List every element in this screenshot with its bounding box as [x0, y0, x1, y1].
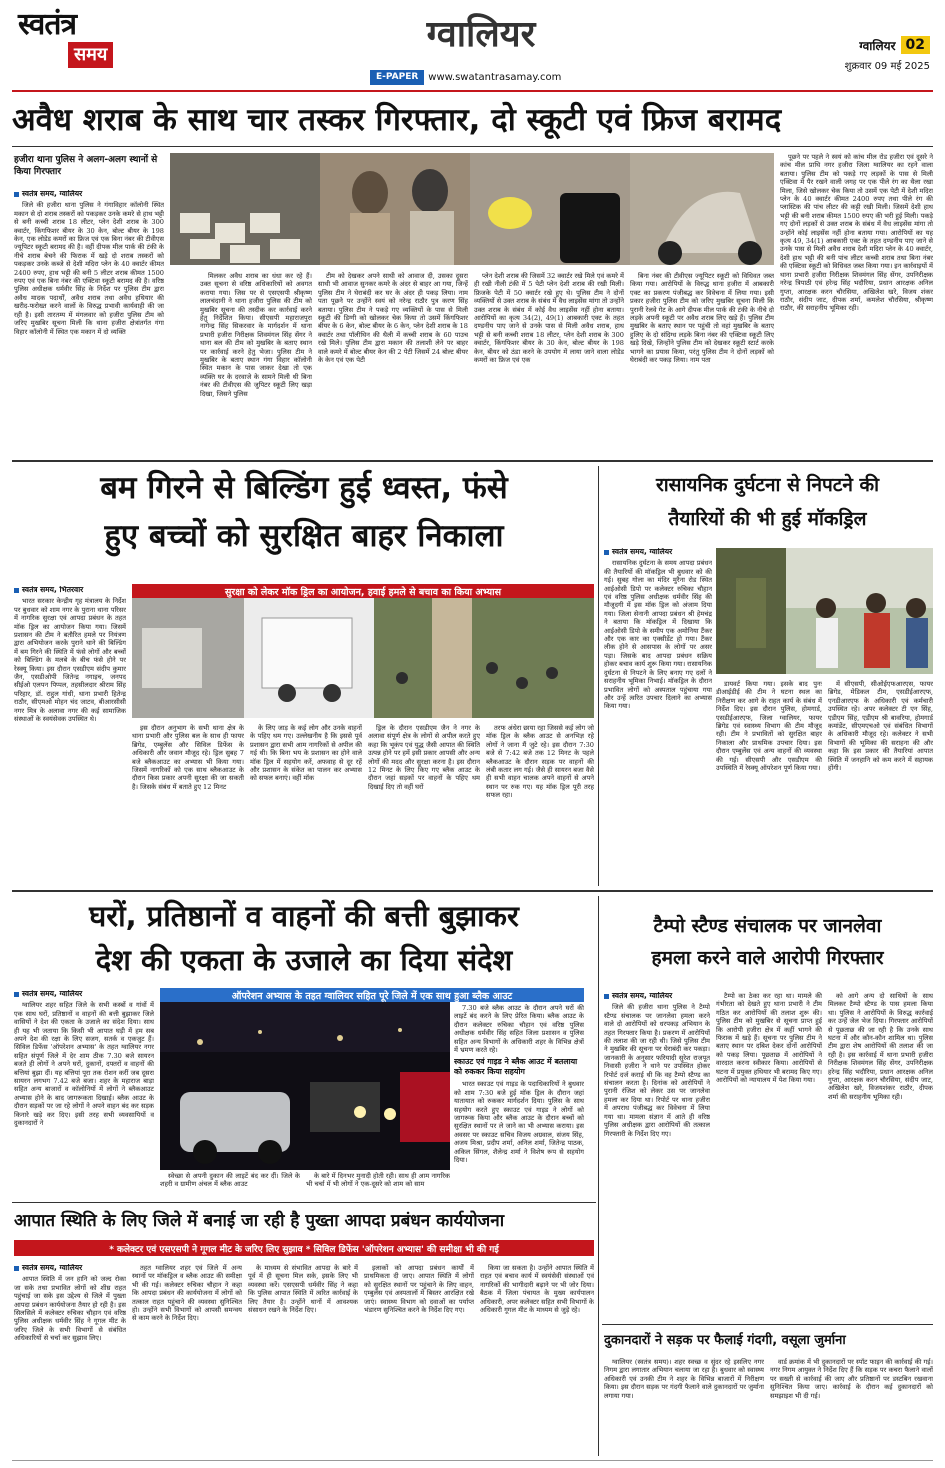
- story4-col1: [14, 990, 154, 1198]
- story2-col3: के लिए जाड़ के कई लोग और उनके वाहनों के पहिए थम गए। उल्लेखनीय है कि इससे पूर्व प्रशासन द्वारा सभी आम नागरिकों से अपील की गई थी। कि बिना भय के प्रशासन का होने वाले मॉक ड्रिल में सहयोग करें, अफवाह से दूर रहें और प्रशासन के संकेत का पालन कर अभ्यास को सफल बनाएं। वहीं मॉक: [250, 724, 362, 783]
- story1-text1: जिले की हजीरा थाना पुलिस ने गंगाविहार कॉलोनी स्थित मकान से दो शराब तस्करों को पकड़कर उनके कमरे से हाथ भट्टी से बनी कच्ची शराब 18 लीटर, प्लेन देशी शराब के 300 क्वार्टर, किंगफिशर बीयर के 30 केन, बोल्ट बीयर के 198 केन, एक लोडेड कमरों का फ्रिज एवं एक बिना नंबर की टीवीएस ज्यूपिटर स्कूटी बरामद की है। वहीं दीपक मील पार्क की टंकी के नीचे शराब बेचने की फिराक में खड़े दो शराब तस्करों को पकड़कर उनके कब्जे से देशी मदिरा प्लेन के 40 क्वार्टर कीमत 2400 रुपए, हाथ भट्टी की बनी 5 लीटर शराब कीमत 1500 रुपए एवं एक बिना नंबर की एक्टिवा स्कूटी बरामद की है। वरिष्ठ पुलिस अधीक्षक धर्मवीर सिंह के निर्देश पर पुलिस टीम द्वारा अवैध मादक पदार्थों, अवैध शराब तथा अवैध हथियार की खरीद-फरोख्त करने वालों के विरुद्ध प्रभावी कार्यवाही की जा रही है। इसी तारतम्य में मंगलवार को हजीरा पुलिस टीम को जरिए मुखबिर सूचना मिली कि थाना हजीरा क्षेत्रांतर्गत गंगा विहार कॉलोनी में स्थित एक मकान में दो व्यक्ति: [14, 201, 164, 336]
- story6-col2: तहत ग्वालियर शहर एवं जिले में अन्य स्थानों पर मॉकड्रिल व ब्लैक आउट की समीक्षा भी की गई। कलेक्टर रुचिका चौहान ने कहा कि आपदा प्रबंधन की कार्ययोजना में लोगों को तत्काल राहत पहुंचाने की व्यवस्था सुनिश्चित हो। उन्होंने सभी विभागों को आपसी समन्वय से काम करने के निर्देश दिए।: [132, 1264, 242, 1323]
- story1-col3: टीम को देखकर अपने साथी को आवाज दी, उसका दूसरा साथी भी आवाज सुनकर कमरे के अंदर से बाहर आ गया, जिन्हें पुलिस टीम ने घेराबंदी कर घर के अंदर ही पकड़ लिया। नाम पता पूछने पर उन्होंने स्वयं को नरेन्द्र राठौर पुत्र करण सिंह बताया। पुलिस टीम ने पकड़े गए व्यक्तियों के पास से मिली स्कूटी की डिग्गी को खोलकर चेक किया तो उसमें किंगफिशर बीयर के 6 केन, बोल्ट बीयर के 6 केन, प्लेन देशी शराब के 18 क्वार्टर तथा पॉलीथिन की थैली में कच्ची शराब के 60 पाउच रखे मिले। पुलिस टीम द्वारा मकान की तलाशी लेने पर बाहर वाले कमरे में बोल्ट बीयर केन की 2 पेटी जिसमें 24 बोल्ट बीयर के केन एवं एक पेटी: [318, 272, 468, 365]
- story3-text1: रासायनिक दुर्घटना के समय आपदा प्रबंधन की तैयारियों की मॉकड्रिल भी बुधवार को की गई। सुबह गोला का मंदिर मुरैना रोड स्थित आईओसी डिपो पर कलेक्टर रुचिका चौहान एवं वरिष्ठ पुलिस अधीक्षक धर्मवीर सिंह की मौजूदगी में इस मॉक ड्रिल को अंजाम दिया गया। जिला सेनानी आपदा प्रबंधन श्री हेमचंद्र ने बताया कि मॉकड्रिल में दिखाया कि आईओसी डिपो के समीप एक अमोनिया टैंकर और एक कार का एक्सीडेंट हो गया। टैंकर लीक होने से आसपास के लोगों पर असर पड़ा। जिसके बाद आपदा प्रबंधन सक्रिय होकर बचाव कार्य शुरू किया गया। रासायनिक दुर्घटना से निपटने के लिए बनाए गए दलों ने सराहनीय भूमिका निभाई। मॉकड्रिल के दौरान प्रभावित लोगों को अस्पताल पहुंचाया गया और उन्हें त्वरित उपचार दिलाने का अभ्यास किया गया।: [604, 559, 712, 711]
- story1-photo: [170, 153, 774, 265]
- story2-col4: ड्रिल के दौरान एसडीएम जैन ने नगर के अलावा संपूर्ण क्षेत्र के लोगों से अपील करते हुए कहा कि भूकंप एवं युद्ध जैसी आपात की स्थिति उत्पन्न होने पर हमें इसी प्रकार आपसी और अन्य लोगों की मदद और सुरक्षा करना है। इस दौरान 12 मिनट के लिए किए गए ब्लैक आउट के दौरान जहां सड़कों पर वाहनों के पहिए थम दिखाई दिए तो वहीं घरों: [368, 724, 480, 791]
- story4-byline: स्वतंत्र समय, ग्वालियर: [14, 990, 154, 998]
- story3-byline: स्वतंत्र समय, ग्वालियर: [604, 548, 712, 556]
- story1-col4: प्लेन देशी शराब की जिसमें 32 क्वार्टर रखे मिले एवं कमरे में ही रखी नीली टंकी में 5 पेटी प्लेन देशी शराब की रखी मिली। फ्रिजके पेटी में 50 क्वार्टर रखे हुए थे। पुलिस टीम ने दोनों व्यक्तियों से उक्त शराब के संबंध में वैध लाइसेंस मांगा तो उन्होंने उक्त शराब के संबंध में कोई वैध लाइसेंस नहीं होना बताया। आरोपियों का कृत्य 34(2), 49(1) आबकारी एक्ट के तहत दण्डनीय पाए जाने से उनके पास से मिली अवैध शराब, हाथ भट्टी से बनी कच्ची शराब 18 लीटर, प्लेन देशी शराब के 300 क्वार्टर, किंगफिशर बीयर के 30 केन, बोल्ट बीयर के 198 केन, बीयर को ठंडा करने के उपयोग में लाया जाने वाला लोडेड कमरों का फ्रिज एवं एक: [474, 272, 624, 365]
- story7-col2: वार्ड क्रमांक में भी दुकानदारों पर स्पॉट फाइन की कार्रवाई की गई। नगर निगम आयुक्त ने निर्देश दिए हैं कि सड़क पर कचरा फैलाने वालों पर सख्ती से कार्रवाई की जाए और प्रतिष्ठानों पर डस्टबिन रखवाना सुनिश्चित किया जाए। कार्रवाई के दौरान कई दुकानदारों को समझाइश भी दी गई।: [770, 1358, 933, 1400]
- story3-headline-line1: रासायनिक दुर्घटना से निपटने की: [655, 474, 880, 496]
- story2-headline-line2: हुए बच्चों को सुरक्षित बाहर निकाला: [104, 518, 504, 554]
- story6-col5: किया जा सकता है। उन्होंने आपात स्थिति में राहत एवं बचाव कार्य में स्वयंसेवी संस्थाओं एवं नागरिकों की भागीदारी बढ़ाने पर भी जोर दिया। बैठक में जिला पंचायत के मुख्य कार्यपालन अधिकारी, अपर कलेक्टर सहित सभी विभागों के अधिकारी गूगल मीट के माध्यम से जुड़े रहे।: [480, 1264, 594, 1315]
- story1-col6: पूछने पर पहले ने स्वयं को कांच मील रोड हजीरा एवं दूसरे ने कांच मील प्राथि नगर हजीरा जिला ग्वालियर का रहने वाला बताया। पुलिस टीम को पकड़े गए लड़कों के पास से मिली एक्टिवा में पैर रखने वाली जगह पर एक पीले रंग का थैला रखा मिला, जिसे खोलकर चेक किया तो उसमें एक पेटी में देशी मदिरा प्लेन के 40 क्वार्टर कीमत 2400 रुपए तथा पीले रंग की प्लास्टिक की पांच लीटर की कट्टी रखी मिली। जिसमें देशी हाथ भट्टी की बनी शराब कीमत 1500 रुपए की भरी हुई मिली। पकड़े गए दोनों लड़कों से उक्त शराब के संबंध में वैध लाइसेंस मांगा तो उन्होंने कोई लाइसेंस नहीं होना बताया गया। आरोपियों का यह कृत्य 49, 34(1) आबकारी एक्ट के तहत दण्डनीय पाए जाने से उनके पास से मिली अवैध शराब देशी मदिरा प्लेन के 40 क्वार्टर, देशी हाथ भट्टी की बनी पांच लीटर कच्ची शराब तथा बिना नंबर की एक्टिवा स्कूटी को विधिवत जब्त किया गया। इन कार्रवाइयों में थाना प्रभारी हजीरा निरीक्षक शिवमंगल सिंह सेंगर, उपनिरीक्षक नरेन्द्र त्रिपाठी एवं हरेन्द्र सिंह भदौरिया, प्रधान आरक्षक अनिल गुप्ता, आरक्षक करन चौरसिया, अखिलेश खरे, विजय शंकर राठौर, संदीप जाट, दीपक शर्मा, कमलेश चौरसिया, श्रीकृष्ण राठौर, की सराहनीय भूमिका रही।: [780, 153, 933, 313]
- story4-photo: [160, 1002, 450, 1170]
- byline-marker: [604, 550, 609, 555]
- story3-col1: [604, 548, 712, 884]
- byline-marker: [14, 992, 19, 997]
- divider: [12, 1202, 596, 1203]
- story2-byline: स्वतंत्र समय, भितरवार: [14, 586, 126, 594]
- story2-photo-strap: सुरक्षा को लेकर मॉक ड्रिल का आयोजन, हवाई हमले से बचाव का किया अभ्यास: [132, 584, 594, 598]
- story4-headline-line2: देश की एकता के उजाले का दिया संदेश: [95, 943, 513, 977]
- story1-byline: स्वतंत्र समय, ग्वालियर: [14, 190, 164, 198]
- website-link[interactable]: www.swatantrasamay.com: [428, 72, 562, 83]
- byline-marker: [14, 1266, 19, 1271]
- story4-text1: ग्वालियर शहर सहित जिले के सभी कस्बों व गांवों में एक साथ घरों, प्रतिष्ठानों व वाहनों की बत्ती बुझाकर जिले वासियों ने देश की एकता के उजाले का संदेश दिया। साथ ही यह भी जताया कि किसी भी आपात घड़ी में हम सब अपने देश की रक्षा के लिए सजग, सतर्क व एकजुट हैं। सिविल डिफेंस 'ऑपरेशन अभ्यास' के तहत ग्वालियर नगर सहित संपूर्ण जिले में देर शाम ठीक 7.30 बजे सायरन बजते ही लोगों ने अपने घरों, दुकानों, दफ्तरों व वाहनों की बत्तियां बुझा दीं। यह बत्तियां पूरा तक रोशन करीं जब दूसरा सायरन लगभग 7.42 बजे बजा। शहर के महाराज बाड़ा सहित अन्य बाजारों व कॉलोनियों में लोगों ने ब्लैकआउट अभ्यास होने के बाद जागरूकता दिखाई। ब्लैक आउट के दौरान सड़कों पर जा रहे लोगों ने अपने वाहन बंद कर सड़क किनारे खड़े कर दिए। इसी तरह सभी व्यवसायियों व दुकानदारों ने: [14, 1001, 154, 1128]
- divider-vertical: [598, 466, 599, 886]
- logo-line1: स्वतंत्र: [18, 7, 77, 42]
- story4-headline-line1: घरों, प्रतिष्ठानों व वाहनों की बत्ती बुझाकर: [89, 899, 519, 933]
- story1-headline: अवैध शराब के साथ चार तस्कर गिरफ्तार, दो स्कूटी एवं फ्रिज बरामद: [12, 102, 782, 138]
- byline-marker: [14, 588, 19, 593]
- story6-text1: आपात स्थिति में जन हानि को जल्द रोका जा सके तथा प्रभावित लोगों को शीघ्र राहत पहुंचाई जा सके इस उद्देश्य से जिले में पुख्ता आपदा प्रबंधन कार्ययोजना तैयार हो रही है। इस सिलसिले में कलेक्टर रुचिका चौहान एवं वरिष्ठ पुलिस अधीक्षक धर्मवीर सिंह ने गूगल मीट के जरिए जिले के सभी विभागों से संबंधित अधिकारियों से चर्चा कर सुझाव लिए।: [14, 1275, 126, 1343]
- story3-headline-line2: तैयारियों की भी हुई मॉकड्रिल: [668, 508, 867, 530]
- byline-marker: [604, 994, 609, 999]
- story4-col2: स्वेच्छा से अपनी दुकान की लाइटें बंद कर दीं। जिले के शहरी व ग्रामीण अंचल में ब्लैक आउट: [160, 1172, 300, 1189]
- story2-col5: तरफ अंधेरा छाया रहा जिससे कई लोग जो मॉक ड्रिल के ब्लैक आउट से अनभिज्ञ रहे लोगों ने जाना मैं जुटे रहे। इस दौरान 7:30 बजे से 7:42 बजे तक 12 मिनट के पहले ब्लैकआउट के दौरान सड़क पर वाहनों की लंबी कतार लग गई। जैसे ही सायरन बजा वैसे ही सभी वाहन चालक अपने वाहनों से अपने स्थान पर रुक गए। यह मॉक ड्रिल पूरी तरह सफल रहा।: [486, 724, 594, 800]
- epaper-label: E-PAPER: [370, 70, 424, 85]
- story2-col1: [14, 586, 126, 888]
- story7-col1: ग्वालियर (स्वतंत्र समय)। शहर स्वच्छ व सुंदर रहे इसलिए नगर निगम द्वारा लगातार अभियान चलाया जा रहा है। बुधवार को स्वास्थ्य अधिकारी एवं उनकी टीम ने शहर के विभिन्न बाजारों में निरीक्षण किया। इस दौरान सड़क पर गंदगी फैलाने वाले दुकानदारों पर जुर्माना लगाया गया।: [604, 1358, 764, 1400]
- page-bottom-rule: [12, 1460, 933, 1461]
- story2-headline-line1: बम गिरने से बिल्डिंग हुई ध्वस्त, फंसे: [100, 470, 508, 506]
- story5-text1: जिले की हजीरा थाना पुलिस ने टैम्पो स्टैण्ड संचालक पर जानलेवा हमला करने वाले दो आरोपियों को धरपकड़ अभियान के तहत गिरफ्तार किया है। प्रकरण में आरोपियों की तलाश की जा रही थी। जिसे पुलिस टीम ने मुखबिर की सूचना पर घेराबंदी कर पकड़ा। जानकारी के अनुसार फरियादी सुरेश राजपूत निवासी हजीरा ने थाने पर उपस्थित होकर रिपोर्ट दर्ज कराई थी कि वह टैम्पो स्टैण्ड का संचालन करता है। दिनांक को आरोपियों ने पुरानी रंजिश को लेकर उस पर जानलेवा हमला कर दिया था। रिपोर्ट पर थाना हजीरा में अपराध पंजीबद्ध कर विवेचना में लिया गया था। मामला संज्ञान में आते ही वरिष्ठ पुलिस अधीक्षक द्वारा आरोपियों की तत्काल गिरफ्तारी के निर्देश दिए गए।: [604, 1003, 710, 1138]
- logo-line2: समय: [68, 42, 113, 68]
- story4-photo-strap: ऑपरेशन अभ्यास के तहत ग्वालियर सहित पूरे जिले में एक साथ हुआ ब्लैक आउट: [160, 988, 584, 1002]
- story2-text1: भारत सरकार केन्द्रीय गृह मंत्रालय के निर्देश पर बुधवार को शाम नगर के पुराना थाना परिसर में नागरिक सुरक्षा एवं आपदा प्रबंधन के तहत मॉक ड्रिल का आयोजन किया गया। जिसमें प्रशासन की टीम ने बतौरित हमले पर नियंत्रण द्वारा अभियोजन करके पुराने थाने की बिल्डिंग में बम गिरने की स्थिति में फंसे लोगों और बच्चों को बिल्डिंग के मलबे के बीच फंसे होने पर रेस्क्यू किया। इस दौरान एसडीएम संदीप कुमार जैन, एसडीओपी जितेन्द्र नगाइच, जनपद सीईओ एलपन पिप्पल, तहसीलदार श्रीराम सिंह परिहार, डॉ. राहुल गांधी, थाना प्रभारी हितेन्द्र राठौर, सीएमओ मोहन चंद जाटव, बीआरसीसी नगर मित्र के अलावा नगर की कई सामाजिक संस्थाओं के स्वयंसेवक उपस्थित थे।: [14, 597, 126, 724]
- story6-headline: आपात स्थिति के लिए जिले में बनाई जा रही है पुख्ता आपदा प्रबंधन कार्ययोजना: [14, 1211, 505, 1231]
- story5-col2: टैम्पो का ठेका कर रहा था। मामले की गंभीरता को देखते हुए थाना प्रभारी ने टीम गठित कर आरोपियों की तलाश शुरू की। पुलिस टीम को मुखबिर से सूचना प्राप्त हुई कि आरोपी हजीरा क्षेत्र में कहीं भागने की फिराक में खड़े हैं। सूचना पर पुलिस टीम ने बताए स्थान पर दबिश देकर दोनों आरोपियों को पकड़ लिया। पूछताछ में आरोपियों ने वारदात करना स्वीकार किया। आरोपियों से घटना में प्रयुक्त हथियार भी बरामद किए गए। आरोपियों को न्यायालय में पेश किया गया।: [716, 992, 822, 1085]
- divider: [12, 460, 933, 462]
- story3-photo: [716, 548, 933, 674]
- epaper-bar: [370, 70, 582, 85]
- story7-headline: दुकानदारों ने सड़क पर फैलाई गंदगी, वसूला जुर्माना: [604, 1333, 846, 1348]
- story4-col4: 7.30 बजे ब्लैक आउट के दौरान अपने घरों की लाइटें बंद करने के लिए प्रेरित किया। ब्लैक आउट के दौरान कलेक्टर रुचिका चौहान एवं वरिष्ठ पुलिस अधीक्षक धर्मवीर सिंह सहित जिला प्रशासन व पुलिस सहित अन्य विभागों के अधिकारी शहर के विभिन्न क्षेत्रों में भ्रमण करते रहे। स्काउट एवं गाइड ने ब्लैक आउट में बतलाया को रुककर किया सहयोग भारत स्काउट एवं गाइड के पदाधिकारियों ने बुधवार को शाम 7:30 बजे हुई मॉक ड्रिल के दौरान जहां यातायात को रुककर मार्गदर्शन दिया। पुलिस के साथ सहयोग करते हुए स्काउट एवं गाइड ने लोगों को जागरूक किया और ब्लैक आउट के दौरान बच्चों को सुरक्षित स्थानों पर ले जाने का भी अभ्यास कराया। इस अवसर पर स्काउट सचिव विजय अग्रवाल, संजय सिंह, अजय मिश्रा, प्रदीप शर्मा, अनिल शर्मा, जितेन्द्र पाठक, अकिल सिंगल, शैलेन्द्र शर्मा ने विशेष रूप से सहयोग दिया।: [454, 1004, 584, 1165]
- divider: [12, 890, 933, 892]
- story5-headline-line1: टैम्पो स्टैण्ड संचालक पर जानलेवा: [653, 915, 882, 937]
- story6-col3: के माध्यम से संभावित आपदा के बारे में पूर्व में ही सूचना मिल सके, इसके लिए भी व्यवस्था करें। एसएसपी धर्मवीर सिंह ने कहा कि पुलिस आपात स्थिति में त्वरित कार्रवाई के लिए तैयार है। उन्होंने थानों में आवश्यक संसाधन रखने के निर्देश दिए।: [248, 1264, 358, 1315]
- page-city: ग्वालियर: [859, 38, 896, 53]
- story1-col2: मिलकर अवैध शराब का धंधा कर रहे हैं। उक्त सूचना से वरिष्ठ अधिकारियों को अवगत कराया गया। जिस पर से एसएसपी श्रीकृष्ण लालचंदानी ने थाना हजीरा पुलिस की टीम को मुखबिर सूचना की तस्दीक कर कार्रवाई करने हेतु निर्देशित किया। सीएसपी महाराजपुरा नागेन्द्र सिंह सिकरवार के मार्गदर्शन में थाना प्रभारी हजीरा निरीक्षक शिवमंगल सिंह सेंगर ने थाना बल की टीम को मुखबिर के बताए स्थान पर कार्रवाई करने हेतु भेजा। पुलिस टीम ने मुखबिर के बताए स्थान गंगा विहार कॉलोनी स्थित मकान के पास जाकर देखा तो एक व्यक्ति घर के दरवाजे के सामने मिली थी बिना नंबर की टीवीएस की जुपिटर स्कूटी लिए खड़ा दिखा, जिसने पुलिस: [200, 272, 312, 398]
- story4-col3: के बारे में दिनभर मुनादी होती रही। साथ ही आम नागरिक भी चर्चा में भी लोगों ने एक-दूसरे को शाम को साम: [306, 1172, 450, 1189]
- issue-date: शुक्रवार 09 मई 2025: [844, 61, 930, 72]
- story1-col5: बिना नंबर की टीवीएस ज्यूपिटर स्कूटी को विधिवत जब्त किया गया। आरोपियों के विरुद्ध थाना हजीरा में आबकारी एक्ट का प्रकरण पंजीबद्ध कर विवेचना में लिया गया। इसी प्रकार हजीरा पुलिस टीम को जरिए मुखबिर सूचना मिली कि पुरानी रेलवे गेट के आगे दीपक मील पार्क की टंकी के नीचे दो लड़के अपनी स्कूटी पर अवैध शराब लिए खड़े हैं। पुलिस टीम मुखबिर के बताए स्थान पर पहुंची तो वहां मुखबिर के बताए हुलिए के दो संदिग्ध लड़के बिना नंबर की एक्टिवा स्कूटी लिए खड़े दिखे, जिन्होंने पुलिस टीम को देखकर स्कूटी स्टार्ट करके भागने का प्रयास किया, परंतु पुलिस टीम ने दोनों लड़कों को घेराबंदी कर पकड़ लिया। नाम पता: [630, 272, 774, 365]
- edition-title: ग्वालियर: [426, 14, 536, 55]
- story6-col1: [14, 1264, 126, 1456]
- story2-col2: इस दौरान अनुभाग के सभी थाना क्षेत्र के थाना प्रभारी और पुलिस बल के साथ ही फायर ब्रिगेड, एम्बुलेंस और सिविल डिफेंस के अधिकारी और जवान मौजूद रहे। ड्रिल सुबह 7 बजे ब्लैकआउट का अभ्यास भी किया गया। जिसमें नागरिकों को एक साथ ब्लैकआउट के दौरान किस प्रकार अपनी सुरक्षा की जा सकती है। जिसके संबंध में बताते हुए 12 मिनट: [132, 724, 244, 791]
- story3-col3: में सीएसपी, सीओईएफआरएस, फायर ब्रिगेड, मेडिकल टीम, एसडीईआरएफ, एनडीआरएफ के अधिकारी एवं कर्मचारी उपस्थित रहे। अपर कलेक्टर टी एन सिंह, एडीएम सिंह, एडीएम श्री बावरिया, होमगार्ड कमांडेंट, सीएमएचओ एवं संबंधित विभागों के अधिकारी मौजूद रहे। कलेक्टर ने सभी विभागों की भूमिका की सराहना की और कहा कि इस प्रकार की तैयारियां आपात स्थिति में जनहानि को कम करने में सहायक होंगी।: [828, 680, 933, 773]
- page-info: [800, 36, 930, 80]
- divider: [602, 1324, 933, 1325]
- story4-inner-subhead: स्काउट एवं गाइड ने ब्लैक आउट में बतलाया को रुककर किया सहयोग: [454, 1057, 578, 1077]
- masthead-rule: [12, 90, 933, 92]
- divider-vertical: [598, 896, 599, 1456]
- divider: [12, 146, 933, 147]
- masthead: [0, 0, 945, 94]
- byline-marker: [14, 192, 19, 197]
- story6-col4: इलाकों को आपदा प्रबंधन कार्यों में प्राथमिकता दी जाए। आपात स्थिति में लोगों को सुरक्षित स्थानों पर पहुंचाने के लिए वाहन, एम्बुलेंस एवं अस्पतालों में बिस्तर आरक्षित रखे जाएं। स्वास्थ्य विभाग को दवाओं का पर्याप्त भंडारण सुनिश्चित करने के निर्देश दिए गए।: [364, 1264, 474, 1315]
- story5-col1: [604, 992, 710, 1320]
- story5-headline-line2: हमला करने वाले आरोपी गिरफ्तार: [651, 947, 884, 969]
- story1-subhead: हजीरा थाना पुलिस ने अलग-अलग स्थानों से किया गिरफ्तार: [14, 155, 158, 177]
- story1-col1: [14, 190, 164, 448]
- story5-col3: को आगे अन्य दो साथियों के साथ मिलकर टैम्पो स्टैण्ड के पास हमला किया था। पुलिस ने आरोपियों के विरुद्ध कार्रवाई कर उन्हें जेल भेज दिया। गिरफ्तार आरोपियों से पूछताछ की जा रही है कि उनके साथ घटना में और कौन-कौन शामिल था। पुलिस टीम द्वारा शेष आरोपियों की तलाश की जा रही है। इस कार्रवाई में थाना प्रभारी हजीरा निरीक्षक शिवमंगल सिंह सेंगर, उपनिरीक्षक हरेन्द्र सिंह भदौरिया, प्रधान आरक्षक अनिल गुप्ता, आरक्षक करन चौरसिया, संदीप जाट, अखिलेश खरे, विजयशंकर राठौर, दीपक शर्मा की सराहनीय भूमिका रही।: [828, 992, 933, 1101]
- story6-byline: स्वतंत्र समय, ग्वालियर: [14, 1264, 126, 1272]
- story3-col2: डायवर्ट किया गया। इसके बाद पुनः डीआईडीई की टीम ने घटना स्थल का निरीक्षण कर आगे के राहत कार्य के संबंध में निर्देश दिए। इस दौरान पुलिस, होमगार्ड, एसडीईआरएफ, जिला ग्वालियर, फायर ब्रिगेड एवं स्वास्थ्य विभाग की टीम मौजूद रही। टीम ने प्रभावितों को सुरक्षित बाहर निकाला और प्राथमिक उपचार दिया। इस दौरान एम्बुलेंस एवं अन्य वाहनों की व्यवस्था की गई। सीएसपी और एसडीएम की उपस्थिति में रेस्क्यू ऑपरेशन पूर्ण किया गया।: [716, 680, 822, 773]
- story5-byline: स्वतंत्र समय, ग्वालियर: [604, 992, 710, 1000]
- logo: [18, 8, 130, 82]
- page-number: 02: [901, 36, 930, 54]
- story2-photo: [132, 598, 594, 718]
- story6-strap: * कलेक्टर एवं एसएसपी ने गूगल मीट के जरिए लिए सुझाव * सिविल डिफेंस 'ऑपरेशन अभ्यास' की समीक्षा भी की गई: [14, 1240, 594, 1256]
